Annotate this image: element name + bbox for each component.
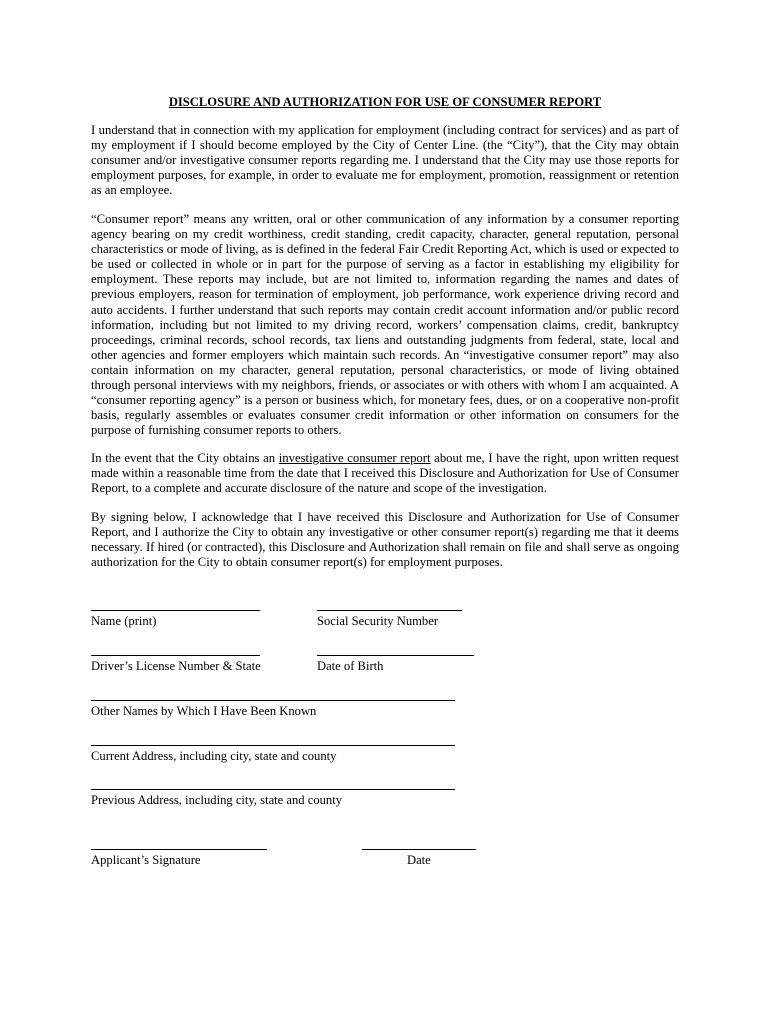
paragraph-consumer-report-definition: “Consumer report” means any written, oral or other communication of any information by a consumer reporting agency bearing on my credit worthiness, credit standing, credit capacity, character, general reputation, personal characteristics or mode of living, as is defined in the federal Fair Credit Reporting Act, which is used or expected to be used or collected in whole or in part for the purpose of serving as a factor in establishing my eligibility for employment. These reports may include, but are not limited to, information regarding the names and dates of previous employers, reason for termination of employment, job performance, work experience driving record and auto accidents. I further understand that such reports may contain credit account information and/or public record information, including but not limited to my driving record, workers’ compensation claims, credit, bankruptcy proceedings, criminal records, school records, tax liens and outstanding judgments from federal, state, local and other agencies and former employers which maintain such records. An “investigative consumer report” may also contain information on my character, general reputation, personal characteristics, or mode of living obtained through personal interviews with my neighbors, friends, or associates or with others with whom I am acquainted. A “consumer reporting agency” is a person or business which, for monetary fees, dues, or on a cooperative non-profit basis, regularly assembles or evaluates consumer credit information or other information on consumers for the purpose of furnishing consumer reports to others. <box>91 212 679 438</box>
dob-label: Date of Birth <box>317 659 384 673</box>
signature-label: Applicant’s Signature <box>91 853 201 867</box>
current-address-line[interactable] <box>91 745 455 746</box>
ssn-line[interactable] <box>317 610 462 611</box>
paragraph-authorization: By signing below, I acknowledge that I have received this Disclosure and Authorization for Use of Consumer Report, and I authorize the City to obtain any investigative or other consumer report(s) regarding me that it deems necessary. If hired (or contracted), this Disclosure and Authorization shall remain on file and shall serve as ongoing authorization for the City to obtain consumer report(s) for employment purposes. <box>91 510 679 570</box>
document-title: DISCLOSURE AND AUTHORIZATION FOR USE OF CONSUMER REPORT <box>168 95 602 109</box>
other-names-line[interactable] <box>91 700 455 701</box>
date-line[interactable] <box>362 849 476 850</box>
other-names-label: Other Names by Which I Have Been Known <box>91 704 317 718</box>
paragraph-text: In the event that the City obtains an <box>91 451 279 465</box>
date-label: Date <box>407 853 431 867</box>
name-print-line[interactable] <box>91 610 260 611</box>
ssn-label: Social Security Number <box>317 614 439 628</box>
paragraph-intro: I understand that in connection with my application for employment (including contract for services) and as part of my employment if I should become employed by the City of Center Line. (the “City”), that the City may obtain consumer and/or investigative consumer reports regarding me. I understand that the City may use those reports for employment purposes, for example, in order to evaluate me for employment, promotion, reassignment or retention as an employee. <box>91 123 679 198</box>
name-print-label: Name (print) <box>91 614 157 628</box>
signature-line[interactable] <box>91 849 267 850</box>
drivers-license-label: Driver’s License Number & State <box>91 659 261 673</box>
paragraph-disclosure-rights <box>91 451 679 496</box>
previous-address-line[interactable] <box>91 789 455 790</box>
dob-line[interactable] <box>317 655 474 656</box>
paragraph-text: about me, I have the right, upon written request made within a reasonable time from the date that I received this Disclosure and Authorization for Use of Consumer Report, to a complete and accurate disclosure of the nature and scope of the investigation. <box>91 451 680 496</box>
drivers-license-line[interactable] <box>91 655 260 656</box>
investigative-consumer-report-link[interactable]: investigative consumer report <box>278 451 431 465</box>
current-address-label: Current Address, including city, state and county <box>91 749 337 763</box>
previous-address-label: Previous Address, including city, state and county <box>91 793 343 807</box>
